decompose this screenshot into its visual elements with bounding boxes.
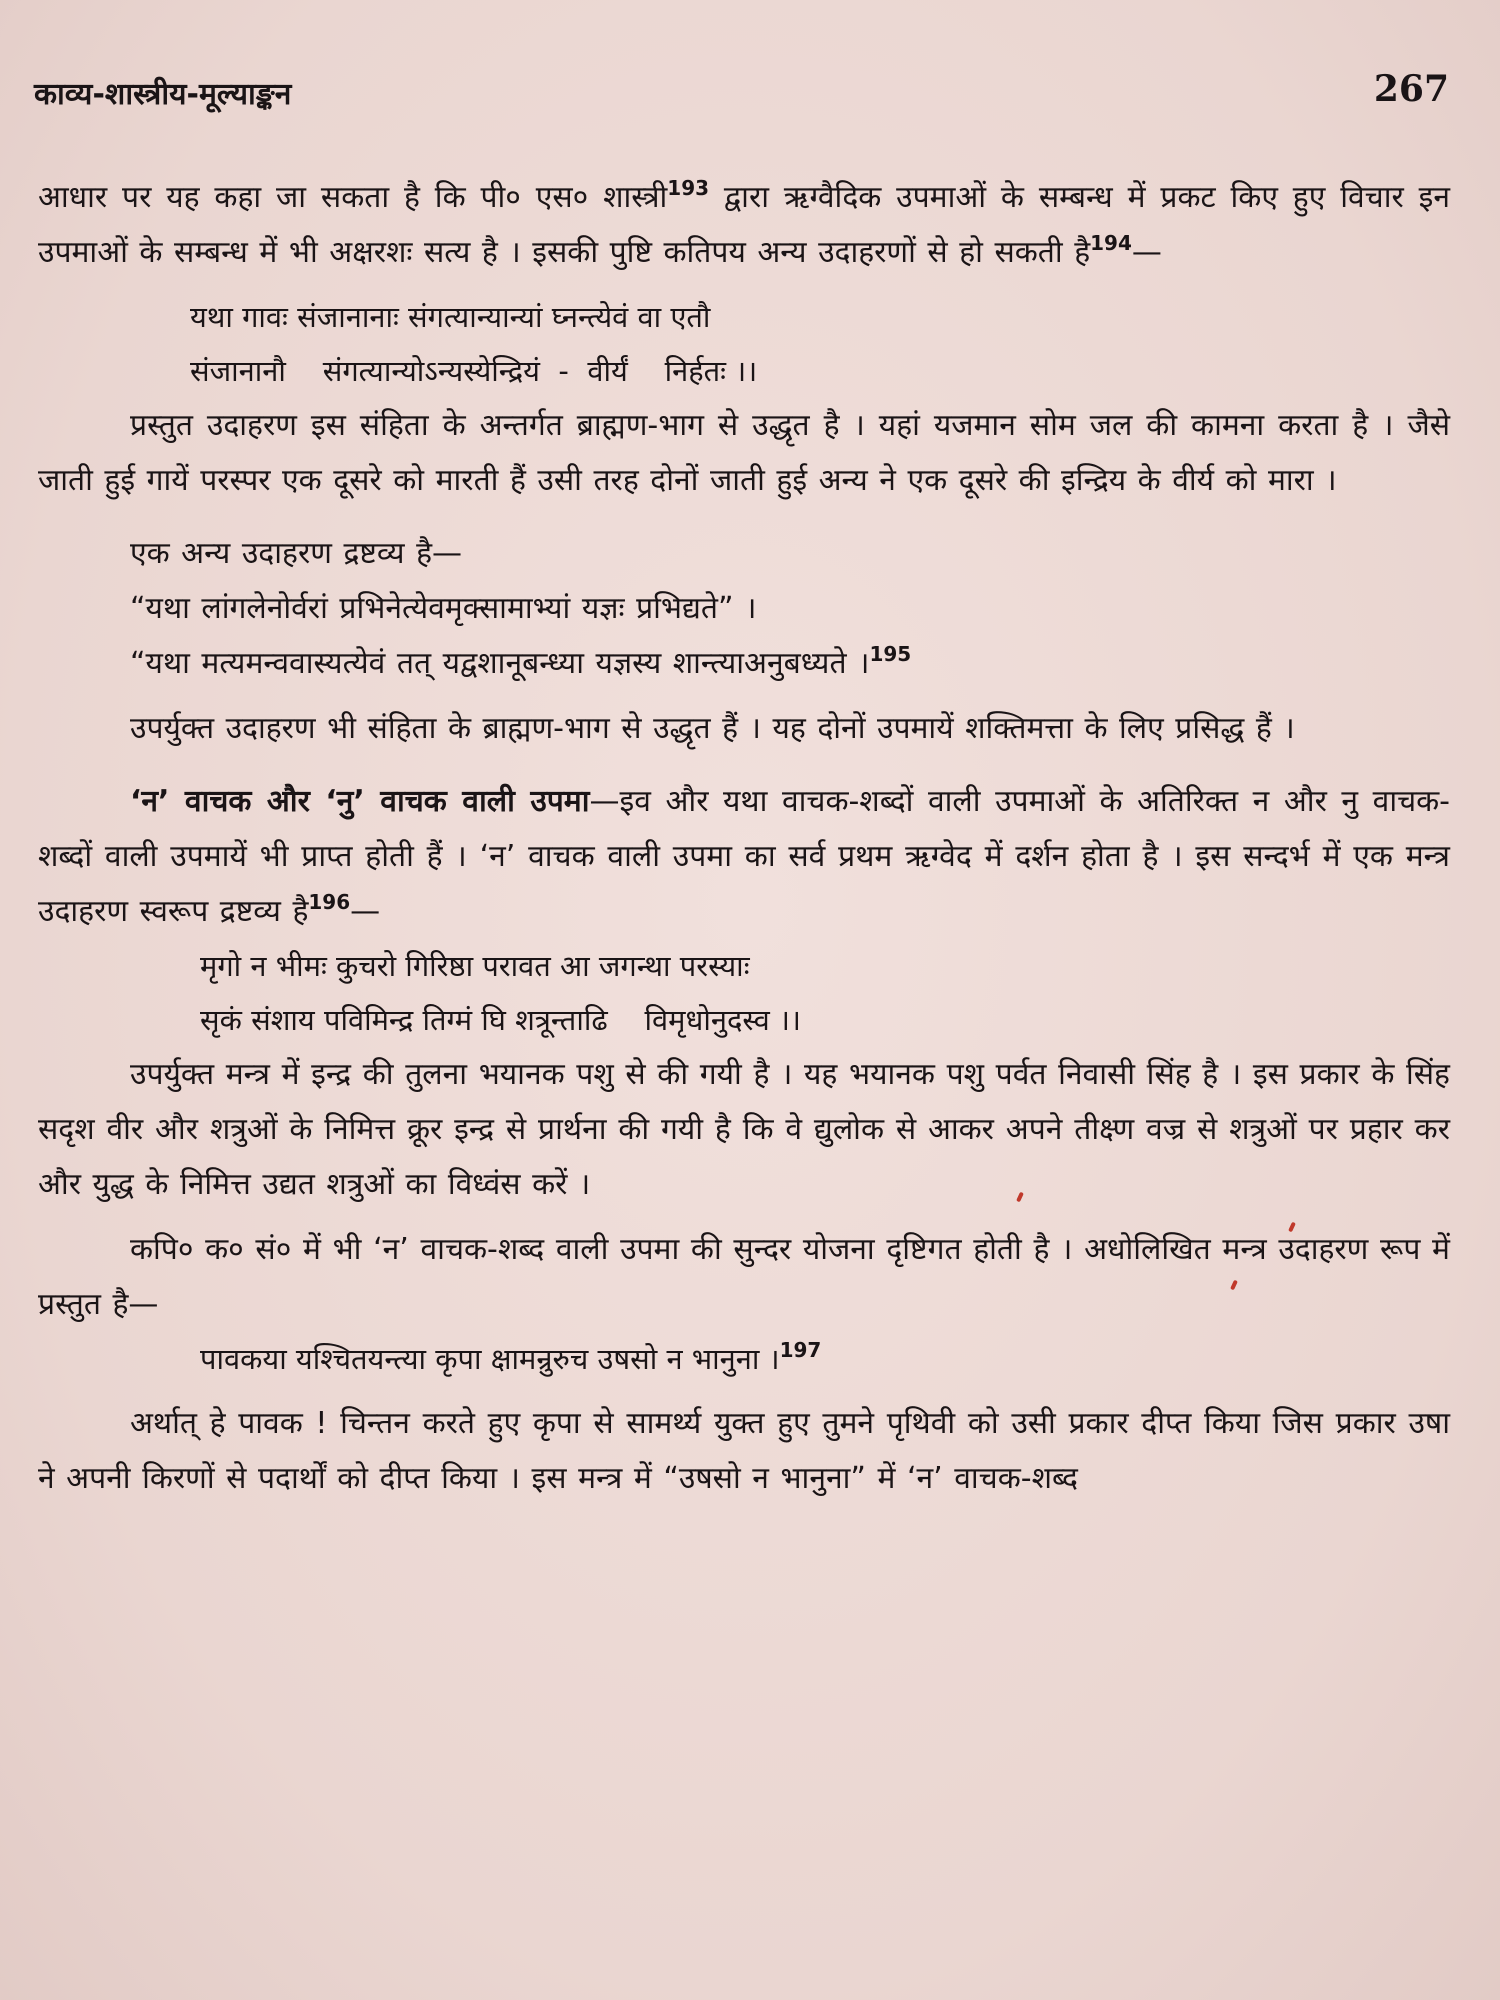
paragraph-8: अर्थात् हे पावक ! चिन्तन करते हुए कृपा से सामर्थ्य युक्त हुए तुमने पृथिवी को उसी प्रकार दीप्त किया जिस प्रकार उषा ने अपनी किरणों से पदार्थों को दीप्त किया । इस मन्त्र में “उषसो न भानुना” में ‘न’ वाचक-शब्द [38,1406,1450,1496]
paragraph-2: प्रस्तुत उदाहरण इस संहिता के अन्तर्गत ब्राह्मण-भाग से उद्धृत है । यहां यजमान सोम जल की कामना करता है । जैसे जाती हुई गायें परस्पर एक दूसरे को मारती हैं उसी तरह दोनों जाती हुई अन्य ने एक दूसरे की इन्द्रिय के वीर्य को मारा । [38,408,1450,498]
footnote-ref-195: 195 [869,642,912,666]
verse-1-line-2: संजानानौ संगत्यान्योऽन्यस्येन्द्रियं - वीर्यं निर्हतः ।। [190,354,758,388]
page-body [38,170,1450,1970]
footnote-ref-194: 194 [1090,231,1132,255]
quote-2-text: “यथा मत्यमन्ववास्यत्येवं तत् यद्वशानूबन्ध्या यज्ञस्य शान्त्याअनुबध्यते । [130,646,870,681]
page-number: 267 [1373,68,1449,110]
paragraph-6: उपर्युक्त मन्त्र में इन्द्र की तुलना भयानक पशु से की गयी है । यह भयानक पशु पर्वत निवासी सिंह है । इस प्रकार के सिंह सदृश वीर और शत्रुओं के निमित्त क्रूर इन्द्र से प्रार्थना की गयी है कि वे द्युलोक से आकर अपने तीक्ष्ण वज्र से शत्रुओं पर प्रहार कर और युद्ध के निमित्त उद्यत शत्रुओं का विध्वंस करें । [38,1057,1450,1202]
section-heading: ‘न’ वाचक और ‘नु’ वाचक वाली उपमा [130,784,590,819]
footnote-ref-197: 197 [779,1338,822,1362]
verse-1-line-1: यथा गावः संजानानाः संगत्यान्यान्यां घ्नन्त्येवं वा एतौ [190,300,711,334]
verse-3 [38,1332,1450,1386]
paragraph-5-text: —इव और यथा वाचक-शब्दों वाली उपमाओं के अतिरिक्त न और नु वाचक-शब्दों वाली उपमायें भी प्राप्त होती हैं । ‘न’ वाचक वाली उपमा का सर्व प्रथम ऋग्वेद में दर्शन होता है । इस सन्दर्भ में एक मन्त्र उदाहरण स्वरूप द्रष्टव्य है [38,784,1451,929]
paragraph-5 [38,774,1450,939]
paragraph-1-text-cont: द्वारा ऋग्वैदिक उपमाओं के सम्बन्ध में प्रकट किए हुए विचार इन उपमाओं के सम्बन्ध में भी अक्षरशः सत्य है । इसकी पुष्टि कतिपय अन्य उदाहरणों से हो सकती है [38,180,1450,270]
paragraph-1 [38,170,1450,280]
paragraph-3-intro: एक अन्य उदाहरण द्रष्टव्य है— [130,536,463,571]
paragraph-7: कपि० क० सं० में भी ‘न’ वाचक-शब्द वाली उपमा की सुन्दर योजना दृष्टिगत होती है । अधोलिखित मन्त्र उदाहरण रूप में प्रस्तुत है— [38,1232,1450,1322]
paragraph-4: उपर्युक्त उदाहरण भी संहिता के ब्राह्मण-भाग से उद्धृत हैं । यह दोनों उपमायें शक्तिमत्ता के लिए प्रसिद्ध हैं । [130,711,1295,746]
paragraph-1-text: आधार पर यह कहा जा सकता है कि पी० एस० शास्त्री [38,180,668,215]
footnote-ref-193: 193 [667,176,710,200]
page-header [34,68,1449,124]
verse-2-line-1: मृगो न भीमः कुचरो गिरिष्ठा परावत आ जगन्था परस्याः [200,949,750,983]
running-title: काव्य-शास्त्रीय-मूल्याङ्कन [34,77,292,112]
verse-3-text: पावकया यश्चितयन्त्या कृपा क्षामन्रुरुच उषसो न भानुना । [200,1342,780,1376]
quote-2 [38,636,1450,691]
verse-2-line-2: सृकं संशाय पविमिन्द्र तिग्मं घि शत्रून्ताढि विमृधोनुदस्व ।। [200,1003,801,1037]
footnote-ref-196: 196 [308,890,351,914]
paragraph-1-dash: — [1131,235,1162,270]
quote-1: “यथा लांगलेनोर्वरां प्रभिनेत्येवमृक्सामाभ्यां यज्ञः प्रभिद्यते” । [130,591,757,626]
paragraph-5-dash: — [350,894,381,929]
